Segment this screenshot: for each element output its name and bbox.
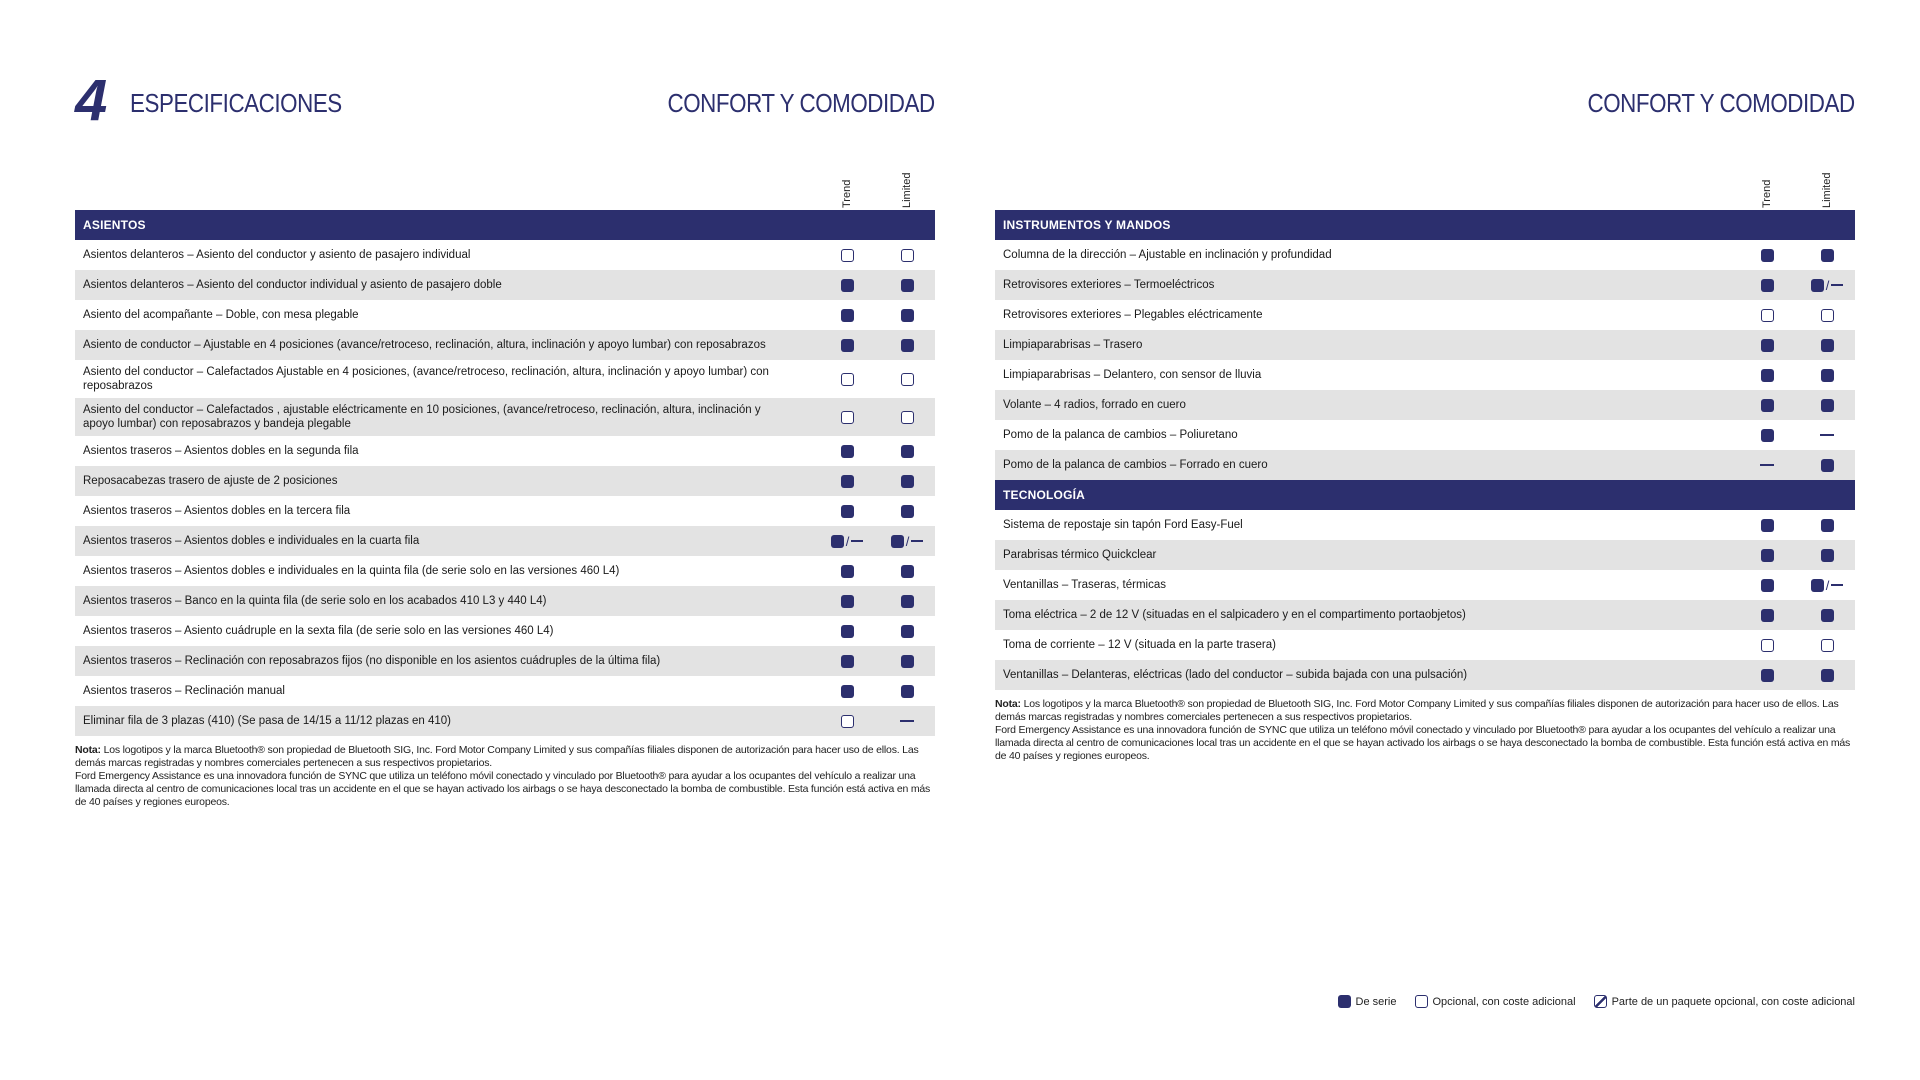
- table-row: [75, 496, 935, 526]
- row-label: Pomo de la palanca de cambios – Forrado en cuero: [1003, 459, 1268, 471]
- limited-cell: [887, 277, 927, 293]
- table-row: [995, 660, 1855, 690]
- trend-cell: [1747, 607, 1787, 623]
- trend-cell: [1747, 457, 1787, 473]
- limited-cell: [1807, 247, 1847, 263]
- row-label: Asientos traseros – Banco en la quinta fila (de serie solo en los acabados 410 L3 y 440 L4): [83, 595, 547, 607]
- column-header-trend: Trend: [841, 179, 853, 208]
- limited-cell: [1807, 367, 1847, 383]
- left-page: [75, 0, 935, 809]
- trend-cell: [1747, 547, 1787, 563]
- standard-square-icon: [1821, 339, 1834, 352]
- standard-square-icon: [1821, 249, 1834, 262]
- trend-cell: [827, 533, 867, 549]
- table-row: [995, 240, 1855, 270]
- category-header: ASIENTOS: [75, 210, 935, 240]
- category-header: TECNOLOGÍA: [995, 480, 1855, 510]
- limited-cell: [1807, 307, 1847, 323]
- optional-square-icon: [901, 411, 914, 424]
- optional-square-icon: [841, 249, 854, 262]
- column-header-trend: Trend: [1761, 179, 1773, 208]
- table-row: [75, 676, 935, 706]
- table-row: [75, 436, 935, 466]
- trend-cell: [827, 277, 867, 293]
- standard-square-icon: [1821, 519, 1834, 532]
- trend-cell: [827, 307, 867, 323]
- legend-package: Parte de un paquete opcional, con coste adicional: [1594, 995, 1855, 1008]
- standard-square-icon: [841, 505, 854, 518]
- trend-cell: [827, 247, 867, 263]
- limited-cell: [1807, 277, 1847, 293]
- standard-square-icon: [1761, 609, 1774, 622]
- row-label: Reposacabezas trasero de ajuste de 2 posiciones: [83, 475, 338, 487]
- row-label: Ventanillas – Traseras, térmicas: [1003, 579, 1166, 591]
- trend-cell: [827, 409, 867, 425]
- column-header-limited: Limited: [901, 172, 913, 208]
- note-emergency: Ford Emergency Assistance es una innovadora función de SYNC que utiliza un teléfono móvil conectado y vinculado por Bluetooth® para ayudar a los ocupantes del vehículo a realizar una llamada directa al centro de comunicaciones local tras un accidente en el que se hayan activado los airbags o se haya desconectado la bomba de combustible. Esta función está activa en más de 40 países y regiones europeos.: [995, 724, 1851, 762]
- trend-cell: [1747, 667, 1787, 683]
- standard-square-icon: [1761, 339, 1774, 352]
- optional-square-icon: [1821, 639, 1834, 652]
- row-label: Asientos traseros – Asientos dobles en la tercera fila: [83, 505, 351, 517]
- standard-square-icon: [1821, 369, 1834, 382]
- standard-square-icon: [841, 339, 854, 352]
- trend-cell: [1747, 637, 1787, 653]
- row-label: Pomo de la palanca de cambios – Poliuretano: [1003, 429, 1238, 441]
- table-row: [995, 270, 1855, 300]
- not-available-dash-icon: [1820, 434, 1834, 436]
- standard-square-icon: [841, 595, 854, 608]
- column-header-limited: Limited: [1821, 172, 1833, 208]
- not-available-dash-icon: [900, 720, 914, 722]
- package-square-icon: [1594, 995, 1607, 1008]
- row-label: Eliminar fila de 3 plazas (410) (Se pasa de 14/15 a 11/12 plazas en 410): [83, 715, 452, 727]
- row-label: Retrovisores exteriores – Termoeléctricos: [1003, 279, 1215, 291]
- table-row: [75, 706, 935, 736]
- trend-cell: [827, 473, 867, 489]
- row-label: Asientos traseros – Asientos dobles e individuales en la cuarta fila: [83, 535, 420, 547]
- limited-cell: [887, 683, 927, 699]
- trend-cell: [1747, 247, 1787, 263]
- legend: [1338, 995, 1855, 1008]
- table-row: [995, 630, 1855, 660]
- legend-standard: De serie: [1338, 995, 1397, 1008]
- standard-square-icon: [1821, 549, 1834, 562]
- standard-square-icon: [901, 625, 914, 638]
- standard-square-icon: [1761, 369, 1774, 382]
- left-page-subtitle: CONFORT Y COMODIDAD: [667, 88, 935, 118]
- optional-square-icon: [841, 715, 854, 728]
- table-row: [995, 330, 1855, 360]
- standard-square-icon: [901, 685, 914, 698]
- category-header: INSTRUMENTOS Y MANDOS: [995, 210, 1855, 240]
- limited-cell: [887, 247, 927, 263]
- optional-square-icon: [1821, 309, 1834, 322]
- standard-square-icon: [901, 475, 914, 488]
- trend-cell: [1747, 367, 1787, 383]
- limited-cell: [887, 623, 927, 639]
- trend-cell: [1747, 517, 1787, 533]
- optional-square-icon: [1761, 639, 1774, 652]
- row-label: Sistema de repostaje sin tapón Ford Easy-Fuel: [1003, 519, 1243, 531]
- standard-square-icon: [1821, 669, 1834, 682]
- standard-square-icon: [841, 279, 854, 292]
- trend-cell: [827, 623, 867, 639]
- trend-cell: [827, 593, 867, 609]
- standard-square-icon: [1761, 249, 1774, 262]
- table-row: [75, 300, 935, 330]
- limited-cell: [1807, 577, 1847, 593]
- optional-square-icon: [1761, 309, 1774, 322]
- standard-square-icon: [1761, 549, 1774, 562]
- trend-cell: [1747, 277, 1787, 293]
- optional-square-icon: [841, 411, 854, 424]
- limited-cell: [1807, 547, 1847, 563]
- standard-square-icon: [841, 655, 854, 668]
- limited-cell: [1807, 637, 1847, 653]
- trend-cell: [827, 713, 867, 729]
- table-row: [995, 510, 1855, 540]
- table-row: [75, 466, 935, 496]
- limited-cell: [887, 503, 927, 519]
- row-label: Limpiaparabrisas – Trasero: [1003, 339, 1143, 351]
- optional-square-icon: [1415, 995, 1428, 1008]
- standard-square-icon: [841, 475, 854, 488]
- standard-square-icon: [841, 565, 854, 578]
- optional-square-icon: [841, 373, 854, 386]
- limited-cell: [887, 337, 927, 353]
- table-row: [75, 586, 935, 616]
- limited-cell: [887, 371, 927, 387]
- table-row: [75, 616, 935, 646]
- standard-or-na-icon: /: [831, 535, 864, 548]
- table-row: [75, 646, 935, 676]
- table-row: [995, 570, 1855, 600]
- row-label: Asientos traseros – Asientos dobles e individuales en la quinta fila (de serie solo en las versiones 460 L4): [83, 565, 620, 577]
- table-row: [75, 556, 935, 586]
- limited-cell: [1807, 427, 1847, 443]
- limited-cell: [887, 473, 927, 489]
- optional-square-icon: [901, 373, 914, 386]
- standard-square-icon: [841, 309, 854, 322]
- limited-cell: [1807, 517, 1847, 533]
- table-row: [75, 360, 935, 398]
- table-row: [995, 300, 1855, 330]
- note-label: Nota:: [995, 698, 1021, 710]
- row-label: Asientos traseros – Asiento cuádruple en la sexta fila (de serie solo en las versiones 460 L4): [83, 625, 554, 637]
- right-footnote: [995, 698, 1855, 763]
- row-label: Columna de la dirección – Ajustable en inclinación y profundidad: [1003, 249, 1332, 261]
- row-label: Limpiaparabrisas – Delantero, con sensor de lluvia: [1003, 369, 1262, 381]
- trend-cell: [827, 443, 867, 459]
- limited-cell: [1807, 607, 1847, 623]
- limited-cell: [887, 653, 927, 669]
- row-label: Volante – 4 radios, forrado en cuero: [1003, 399, 1186, 411]
- table-row: [995, 420, 1855, 450]
- row-label: Asientos traseros – Reclinación con reposabrazos fijos (no disponible en los asientos cuádruples de la última fila): [83, 655, 661, 667]
- row-label: Asiento del acompañante – Doble, con mesa plegable: [83, 309, 359, 321]
- legend-optional: Opcional, con coste adicional: [1415, 995, 1576, 1008]
- left-column-headers: [75, 140, 935, 210]
- table-row: [75, 398, 935, 436]
- table-row: [995, 540, 1855, 570]
- row-label: Parabrisas térmico Quickclear: [1003, 549, 1157, 561]
- trend-cell: [1747, 397, 1787, 413]
- standard-square-icon: [1338, 995, 1351, 1008]
- row-label: Ventanillas – Delanteras, eléctricas (lado del conductor – subida bajada con una pulsación): [1003, 669, 1468, 681]
- right-page: [995, 0, 1855, 1008]
- left-header: [75, 70, 935, 140]
- row-label: Toma eléctrica – 2 de 12 V (situadas en el salpicadero y en el compartimento portaobjetos): [1003, 609, 1466, 621]
- row-label: Asiento de conductor – Ajustable en 4 posiciones (avance/retroceso, reclinación, altura, inclinación y apoyo lumbar) con reposabrazos: [83, 339, 766, 351]
- note-emergency: Ford Emergency Assistance es una innovadora función de SYNC que utiliza un teléfono móvil conectado y vinculado por Bluetooth® para ayudar a los ocupantes del vehículo a realizar una llamada directa al centro de comunicaciones local tras un accidente en el que se hayan activado los airbags o se haya desconectado la bomba de combustible. Esta función está activa en más de 40 países y regiones europeos.: [75, 770, 931, 808]
- row-label: Toma de corriente – 12 V (situada en la parte trasera): [1003, 639, 1276, 651]
- limited-cell: [887, 409, 927, 425]
- limited-cell: [887, 593, 927, 609]
- standard-square-icon: [901, 505, 914, 518]
- standard-square-icon: [841, 685, 854, 698]
- standard-square-icon: [1761, 579, 1774, 592]
- seats-table: [75, 210, 935, 736]
- note-label: Nota:: [75, 744, 101, 756]
- trend-cell: [1747, 337, 1787, 353]
- standard-square-icon: [1821, 459, 1834, 472]
- standard-square-icon: [1821, 399, 1834, 412]
- standard-square-icon: [1821, 609, 1834, 622]
- section-title: ESPECIFICACIONES: [130, 88, 342, 118]
- table-row: [75, 270, 935, 300]
- limited-cell: [887, 443, 927, 459]
- limited-cell: [887, 533, 927, 549]
- limited-cell: [887, 713, 927, 729]
- right-page-subtitle: CONFORT Y COMODIDAD: [1587, 88, 1855, 118]
- right-column-headers: [995, 140, 1855, 210]
- standard-square-icon: [901, 309, 914, 322]
- row-label: Asiento del conductor – Calefactados , ajustable eléctricamente en 10 posiciones, (avance/retroceso, reclinación, altura, inclinación y apoyo lumbar) con reposabrazos y bandeja plegable: [83, 404, 761, 430]
- trend-cell: [827, 563, 867, 579]
- limited-cell: [887, 563, 927, 579]
- table-row: [75, 240, 935, 270]
- trend-cell: [827, 337, 867, 353]
- table-row: [995, 360, 1855, 390]
- limited-cell: [887, 307, 927, 323]
- optional-square-icon: [901, 249, 914, 262]
- trend-cell: [827, 503, 867, 519]
- standard-square-icon: [1761, 669, 1774, 682]
- not-available-dash-icon: [1760, 464, 1774, 466]
- left-footnote: [75, 744, 935, 809]
- trend-cell: [827, 371, 867, 387]
- limited-cell: [1807, 337, 1847, 353]
- limited-cell: [1807, 667, 1847, 683]
- standard-square-icon: [1761, 399, 1774, 412]
- row-label: Asientos traseros – Reclinación manual: [83, 685, 285, 697]
- standard-square-icon: [901, 565, 914, 578]
- limited-cell: [1807, 397, 1847, 413]
- row-label: Asientos traseros – Asientos dobles en la segunda fila: [83, 445, 359, 457]
- row-label: Asiento del conductor – Calefactados Ajustable en 4 posiciones, (avance/retroceso, reclinación, altura, inclinación y apoyo lumbar) con reposabrazos: [83, 366, 769, 392]
- standard-or-na-icon: /: [1811, 279, 1844, 292]
- standard-square-icon: [1761, 279, 1774, 292]
- note-bluetooth: Los logotipos y la marca Bluetooth® son propiedad de Bluetooth SIG, Inc. Ford Motor Company Limited y sus compañías filiales disponen de autorización para hacer uso de ellos. Las demás marcas registradas y nombres comerciales pertenecen a sus respectivos propietarios.: [995, 698, 1839, 723]
- table-row: [995, 600, 1855, 630]
- standard-square-icon: [901, 655, 914, 668]
- trend-cell: [827, 653, 867, 669]
- standard-square-icon: [901, 445, 914, 458]
- row-label: Asientos delanteros – Asiento del conductor individual y asiento de pasajero doble: [83, 279, 502, 291]
- row-label: Asientos delanteros – Asiento del conductor y asiento de pasajero individual: [83, 249, 471, 261]
- standard-or-na-icon: /: [1811, 579, 1844, 592]
- trend-cell: [1747, 307, 1787, 323]
- table-row: [75, 330, 935, 360]
- standard-square-icon: [901, 595, 914, 608]
- table-row: [995, 450, 1855, 480]
- note-bluetooth: Los logotipos y la marca Bluetooth® son propiedad de Bluetooth SIG, Inc. Ford Motor Company Limited y sus compañías filiales disponen de autorización para hacer uso de ellos. Las demás marcas registradas y nombres comerciales pertenecen a sus respectivos propietarios.: [75, 744, 919, 769]
- standard-square-icon: [901, 339, 914, 352]
- section-number: 4: [75, 68, 106, 133]
- standard-square-icon: [841, 445, 854, 458]
- trend-cell: [827, 683, 867, 699]
- standard-square-icon: [1761, 429, 1774, 442]
- row-label: Retrovisores exteriores – Plegables eléctricamente: [1003, 309, 1263, 321]
- trend-cell: [1747, 427, 1787, 443]
- standard-square-icon: [1761, 519, 1774, 532]
- instruments-technology-table: [995, 210, 1855, 690]
- right-header: [995, 70, 1855, 140]
- limited-cell: [1807, 457, 1847, 473]
- trend-cell: [1747, 577, 1787, 593]
- standard-square-icon: [841, 625, 854, 638]
- table-row: [995, 390, 1855, 420]
- table-row: [75, 526, 935, 556]
- standard-square-icon: [901, 279, 914, 292]
- standard-or-na-icon: /: [891, 535, 924, 548]
